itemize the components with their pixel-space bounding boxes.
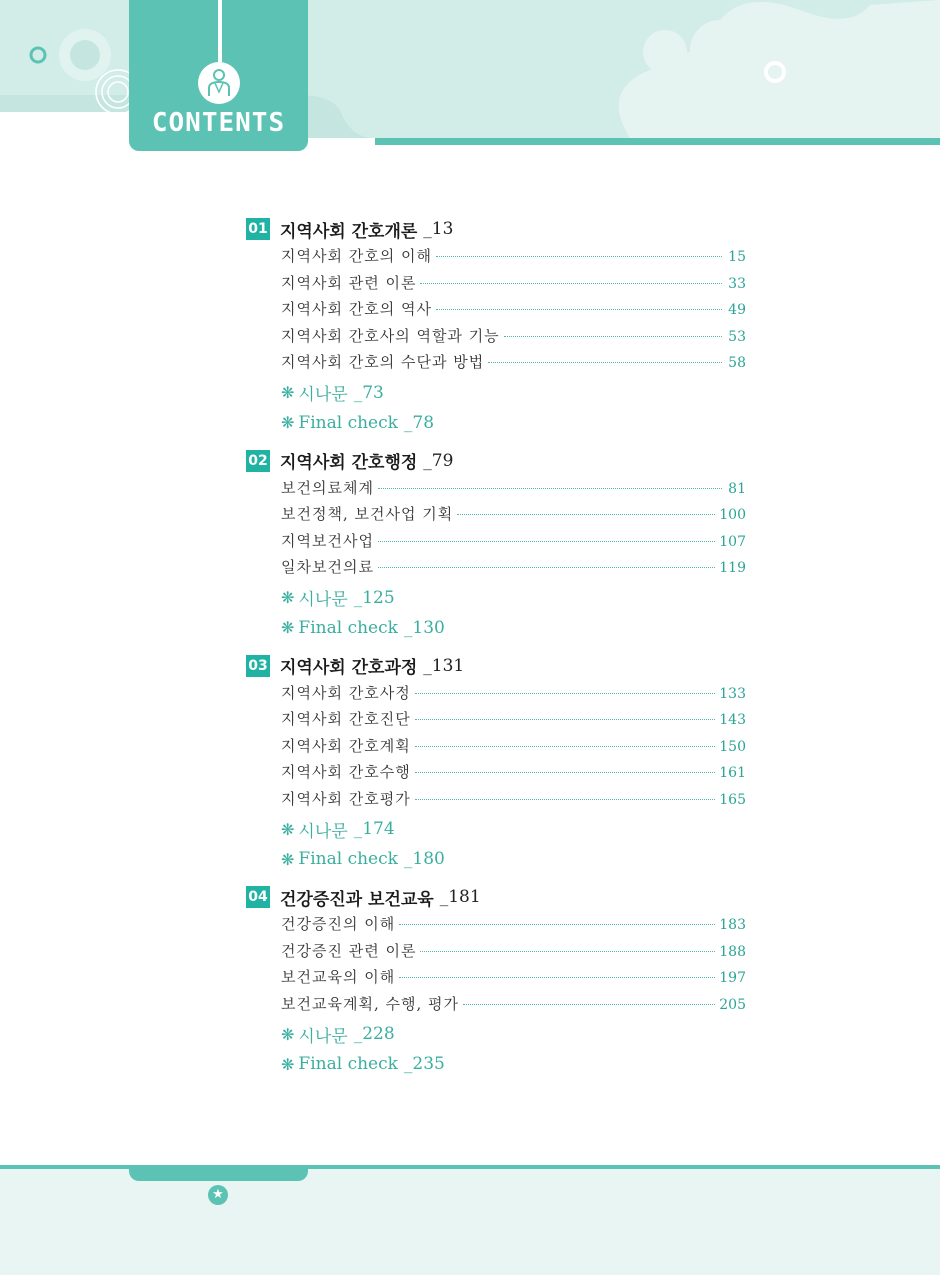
dot-leader <box>415 746 716 747</box>
dot-leader <box>436 309 722 310</box>
asterisk-icon: ❋ <box>281 819 295 839</box>
toc-entry-label: 지역사회 관련 이론 <box>281 273 417 292</box>
final-check-entry[interactable] <box>281 844 746 874</box>
toc-entry-page: 119 <box>719 560 746 576</box>
toc-entry-page: 143 <box>719 712 746 728</box>
toc-entry-page: 49 <box>728 302 746 318</box>
toc-entry-page: 161 <box>719 765 746 781</box>
extra-page: _174 <box>353 819 395 839</box>
chapter-title: 지역사회 간호행정 <box>280 453 418 473</box>
toc-entry-page: 188 <box>719 943 746 960</box>
toc-entry[interactable] <box>281 966 746 993</box>
toc-entry[interactable] <box>281 993 746 1020</box>
extra-page: _180 <box>403 849 445 869</box>
toc-entry[interactable] <box>281 325 746 352</box>
toc-entry-page: 53 <box>728 328 746 345</box>
asterisk-icon: ❋ <box>281 588 295 607</box>
toc-entry-page: 205 <box>719 996 746 1013</box>
scenario-label: 시나문 <box>298 821 348 842</box>
chapter-number-badge: 03 <box>246 655 270 677</box>
toc-entry-page: 15 <box>728 249 746 265</box>
toc-entry-label: 지역사회 간호의 이해 <box>281 247 432 265</box>
toc-entry[interactable] <box>281 530 746 557</box>
toc-entry-page: 100 <box>719 507 746 523</box>
toc-entry[interactable] <box>281 556 746 583</box>
final-check-entry[interactable] <box>281 613 746 643</box>
toc-entry-label: 건강증진 관련 이론 <box>281 941 417 960</box>
scenario-entry[interactable] <box>281 583 746 613</box>
toc-entry[interactable] <box>281 940 746 967</box>
chapter-title: 지역사회 간호과정 <box>280 658 418 678</box>
final-check-label: Final check <box>298 617 398 638</box>
extra-page: _130 <box>403 617 445 638</box>
tab-hanger-line <box>218 0 222 62</box>
dot-leader <box>399 924 715 925</box>
page-title: CONTENTS <box>151 108 286 138</box>
toc-entry-label: 지역사회 간호사정 <box>281 683 411 702</box>
dot-leader <box>488 362 722 363</box>
asterisk-icon: ❋ <box>281 618 295 637</box>
asterisk-icon: ❋ <box>281 1024 295 1044</box>
dot-leader <box>415 772 716 773</box>
chapter-title: 지역사회 간호개론 <box>280 221 418 242</box>
extra-page: _228 <box>353 1024 395 1044</box>
scenario-label: 시나문 <box>298 590 348 610</box>
final-check-entry[interactable] <box>281 1049 746 1079</box>
scenario-label: 시나문 <box>298 1026 348 1047</box>
toc-entry-page: 150 <box>719 738 746 755</box>
nurse-icon <box>196 60 242 106</box>
toc-entry[interactable] <box>281 477 746 504</box>
toc-entry-label: 지역사회 간호의 역사 <box>281 300 432 318</box>
toc-entry-page: 58 <box>728 355 746 371</box>
toc-entry[interactable] <box>281 298 746 325</box>
dot-leader <box>415 719 716 720</box>
toc-entry-label: 보건교육계획, 수행, 평가 <box>281 994 459 1013</box>
toc-entry-label: 지역사회 간호계획 <box>281 736 411 755</box>
extra-page: _78 <box>403 412 435 433</box>
toc-entry-page: 197 <box>719 970 746 986</box>
chapter-heading[interactable] <box>246 214 746 244</box>
dot-leader <box>415 799 716 800</box>
footer-band <box>0 1165 940 1275</box>
toc-entry-label: 지역사회 간호진단 <box>281 710 411 728</box>
toc-entry-label: 지역사회 간호수행 <box>281 763 411 781</box>
asterisk-icon: ❋ <box>281 413 295 432</box>
footer-tab <box>129 1165 308 1181</box>
final-check-entry[interactable] <box>281 408 746 438</box>
asterisk-icon: ❋ <box>281 849 295 869</box>
toc-entry-page: 183 <box>719 917 746 933</box>
dot-leader <box>420 283 722 284</box>
toc-entry-label: 지역사회 간호사의 역할과 기능 <box>281 326 500 345</box>
scenario-entry[interactable] <box>281 378 746 408</box>
extra-page: _125 <box>353 587 395 608</box>
dot-leader <box>378 541 715 542</box>
dot-leader <box>415 693 716 694</box>
toc-entry-label: 보건교육의 이해 <box>281 968 396 986</box>
toc-entry[interactable] <box>281 503 746 530</box>
toc-entry-page: 33 <box>728 275 746 292</box>
chapter-heading[interactable] <box>246 882 746 912</box>
chapter-page: _13 <box>423 219 454 239</box>
chapter-number-badge: 01 <box>246 218 270 240</box>
dot-leader <box>436 256 722 257</box>
chapter-number-badge: 04 <box>246 886 270 908</box>
toc-entry-label: 보건정책, 보건사업 기획 <box>281 505 454 523</box>
toc-entry[interactable] <box>281 351 746 378</box>
scenario-entry[interactable] <box>281 1019 746 1049</box>
chapter-title: 건강증진과 보건교육 <box>280 889 434 910</box>
toc-entry[interactable] <box>281 682 746 709</box>
toc-entry[interactable] <box>281 913 746 940</box>
toc-entry-label: 건강증진의 이해 <box>281 915 396 933</box>
dot-leader <box>504 336 722 337</box>
chapter-section <box>246 651 746 875</box>
toc-entry-page: 107 <box>719 533 746 550</box>
toc-entry[interactable] <box>281 788 746 815</box>
toc-entry[interactable] <box>281 272 746 299</box>
asterisk-icon: ❋ <box>281 383 295 402</box>
table-of-contents <box>246 214 746 1087</box>
toc-entry-label: 일차보건의료 <box>281 558 374 576</box>
final-check-label: Final check <box>298 1054 398 1074</box>
chapter-page: _131 <box>423 655 465 676</box>
dot-leader <box>457 514 715 515</box>
toc-entry[interactable] <box>281 761 746 788</box>
toc-entry[interactable] <box>281 735 746 762</box>
toc-entry-label: 보건의료체계 <box>281 478 374 497</box>
toc-entry-page: 133 <box>719 685 746 702</box>
toc-entry-label: 지역보건사업 <box>281 531 374 550</box>
asterisk-icon: ❋ <box>281 1054 295 1074</box>
toc-entry-page: 165 <box>719 791 746 808</box>
dot-leader <box>420 951 715 952</box>
extra-page: _73 <box>353 382 384 403</box>
chapter-page: _79 <box>423 450 454 471</box>
chapter-heading[interactable] <box>246 446 746 476</box>
toc-entry[interactable] <box>281 708 746 735</box>
toc-entry-page: 81 <box>728 480 746 497</box>
toc-entry-label: 지역사회 간호평가 <box>281 789 411 808</box>
toc-entry-label: 지역사회 간호의 수단과 방법 <box>281 353 485 371</box>
dot-leader <box>378 567 715 568</box>
chapter-number-badge: 02 <box>246 450 270 472</box>
toc-entry[interactable] <box>281 245 746 272</box>
chapter-page: _181 <box>439 887 481 907</box>
dot-leader <box>378 488 722 489</box>
star-icon: ★ <box>208 1185 228 1205</box>
final-check-label: Final check <box>298 849 398 869</box>
dot-leader <box>399 977 715 978</box>
extra-page: _235 <box>403 1054 445 1074</box>
scenario-entry[interactable] <box>281 814 746 844</box>
final-check-label: Final check <box>298 412 398 433</box>
chapter-section <box>246 446 746 643</box>
scenario-label: 시나문 <box>298 385 348 405</box>
dot-leader <box>463 1004 715 1005</box>
chapter-section <box>246 882 746 1079</box>
chapter-heading[interactable] <box>246 651 746 681</box>
chapter-section <box>246 214 746 438</box>
